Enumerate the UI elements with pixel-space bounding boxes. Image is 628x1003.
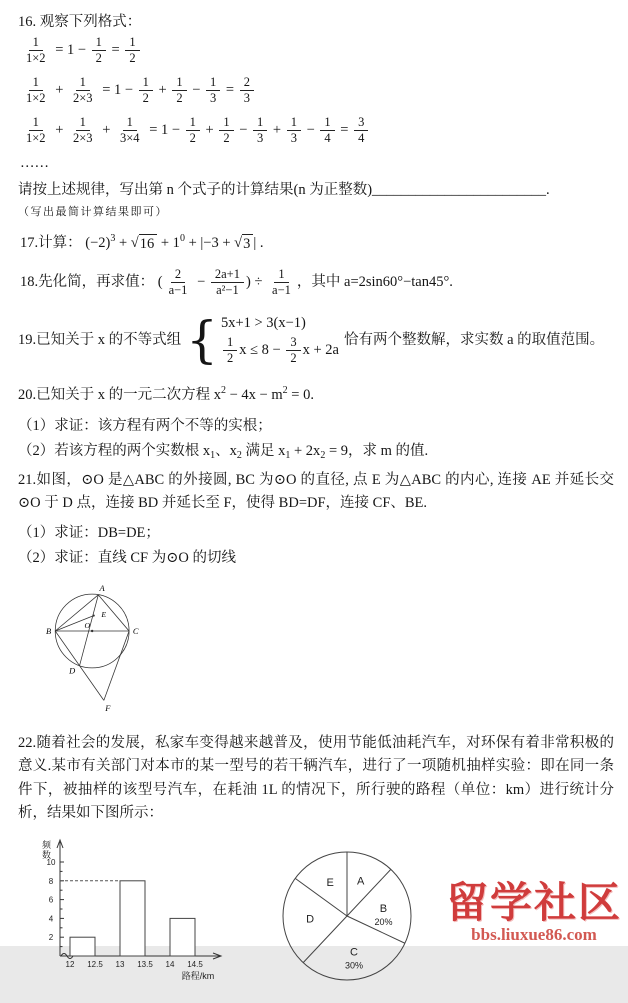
- svg-text:2: 2: [48, 932, 54, 942]
- question-20: [18, 386, 614, 461]
- circle-diagram-svg: [30, 571, 162, 721]
- q16-rule: 请按上述规律，写出第 n 个式子的计算结果(n 为正整数)________________________.: [18, 182, 550, 198]
- svg-text:B: B: [379, 902, 388, 915]
- svg-text:D: D: [306, 913, 315, 926]
- svg-text:A: A: [356, 875, 365, 888]
- question-19: [18, 312, 614, 368]
- q16-formula-1: $\frac{1}{1\times 2}$ = 1 − $\frac{1}{2}$ = $\frac{1}{2}$: [20, 35, 614, 66]
- svg-text:13.5: 13.5: [137, 959, 153, 969]
- q16-formula-2: $\frac{1}{1\times 2}$ + $\frac{1}{2\times 3}$ = 1 − $\frac{1}{2}$ + $\frac{1}{2}$ − $\frac{1}{3}$ = $\frac{2}{3}$: [20, 75, 614, 106]
- svg-text:4: 4: [48, 914, 54, 924]
- svg-text:30%: 30%: [344, 960, 363, 971]
- center-point: [91, 630, 93, 632]
- q16-title: 16. 观察下列格式：: [18, 14, 142, 30]
- q20-item-2: （2）若该方程的两个实数根 x 1 、x 2 满足 x 1 + 2x 2 = 9，求 m 的值.: [18, 442, 429, 461]
- question-22: [18, 732, 614, 1003]
- watermark: [446, 882, 622, 944]
- svg-text:12.5: 12.5: [87, 959, 103, 969]
- svg-text:6: 6: [48, 895, 54, 905]
- q16-formula-3: $\frac{1}{1\times 2}$ + $\frac{1}{2\times 3}$ + $\frac{1}{3\times 4}$ = 1 − $\frac{1}{2}$ + $\frac{1}{2}$ − $\frac{1}{3}$ + $\frac{1}{3}$ − $\frac{1}{4}$ = $\frac{3}{4}$: [20, 115, 614, 146]
- q21-text: 21.如图，⊙O 是△ABC 的外接圆, BC 为⊙O 的直径, 点 E 为△ABC 的内心, 连接 AE 并延长交⊙O 于 D 点，连接 BD 并延长至 F，使得 BD=DF，连接 CF、BE.: [18, 471, 614, 512]
- diagram-label-b: B: [46, 625, 52, 636]
- diagram-label-e: E: [101, 609, 107, 619]
- circle-diagram: [30, 571, 614, 726]
- svg-text:14: 14: [165, 959, 175, 969]
- svg-text:C: C: [349, 946, 358, 959]
- svg-text:10: 10: [46, 857, 56, 867]
- q21-item-1: （1）求证：DB=DE；: [18, 524, 160, 541]
- inequality-group: [221, 313, 339, 367]
- diagram-label-d: D: [69, 665, 76, 676]
- diagram-label-f: F: [105, 702, 111, 713]
- watermark-url: bbs.liuxue86.com: [471, 925, 597, 945]
- brace-symbol: {: [186, 311, 218, 370]
- svg-text:8: 8: [48, 876, 54, 886]
- svg-text:12: 12: [65, 959, 75, 969]
- svg-text:频数: 频数: [42, 839, 52, 860]
- q19-inequality-2: $\frac{1}{2}$ x ≤ 8 − $\frac{3}{2}$ x + 2a: [221, 335, 339, 366]
- q19-inequality-1: 5x+1 > 3(x−1): [220, 315, 306, 332]
- q19-suffix: 恰有两个整数解，求实数 a 的取值范围。: [343, 331, 605, 348]
- q21-item-2: （2）求证：直线 CF 为⊙O 的切线: [18, 549, 236, 566]
- svg-text:路程/km: 路程/km: [181, 970, 215, 981]
- pie-chart: [262, 838, 432, 1003]
- q20-main: 20.已知关于 x 的一元二次方程 x 2 − 4x − m 2 = 0.: [18, 385, 314, 404]
- q19-prefix: 19.已知关于 x 的不等式组: [18, 331, 182, 348]
- bar-chart: [32, 834, 224, 991]
- diagram-label-a: A: [99, 582, 105, 593]
- diagram-label-c: C: [132, 625, 139, 636]
- watermark-title: 留学社区: [445, 881, 622, 928]
- svg-text:13: 13: [115, 959, 125, 969]
- q20-item-1: （1）求证：该方程有两个不等的实根；: [18, 417, 272, 434]
- svg-text:E: E: [326, 876, 334, 889]
- incenter-point: [93, 614, 95, 616]
- question-18: 18.先化简，再求值： ( $\frac{2}{a-1}$ − $\frac{2a+1}{\text{a²−1}}$ ) ÷ $\frac{1}{a-1}$ ，其中 a=2sin60°−tan45°.: [20, 267, 453, 298]
- svg-text:14.5: 14.5: [187, 959, 203, 969]
- q22-text: 22.随着社会的发展，私家车变得越来越普及，使用节能低油耗汽车，对环保有着非常积极的意义.某市有关部门对本市的某一型号的若干辆汽车，进行了一项随机抽样实验：即在同一条件下，被抽样的该型号汽车，在耗油 1L 的情况下，所行驶的路程（单位：km）进行统计分析，结果如下图所示：: [18, 734, 614, 822]
- q16-note: （写出最简计算结果即可）: [18, 206, 168, 218]
- svg-text:20%: 20%: [374, 916, 393, 927]
- diagram-label-o: O: [84, 620, 91, 630]
- q16-ellipsis: ……: [20, 155, 49, 171]
- question-16: [18, 10, 614, 219]
- question-21: [18, 469, 614, 726]
- diagram-lines: [55, 594, 129, 700]
- question-17: 17.计算： (−2) 3 + √ 16 + 1 0 + |−3 + √ 3 | .: [20, 233, 264, 252]
